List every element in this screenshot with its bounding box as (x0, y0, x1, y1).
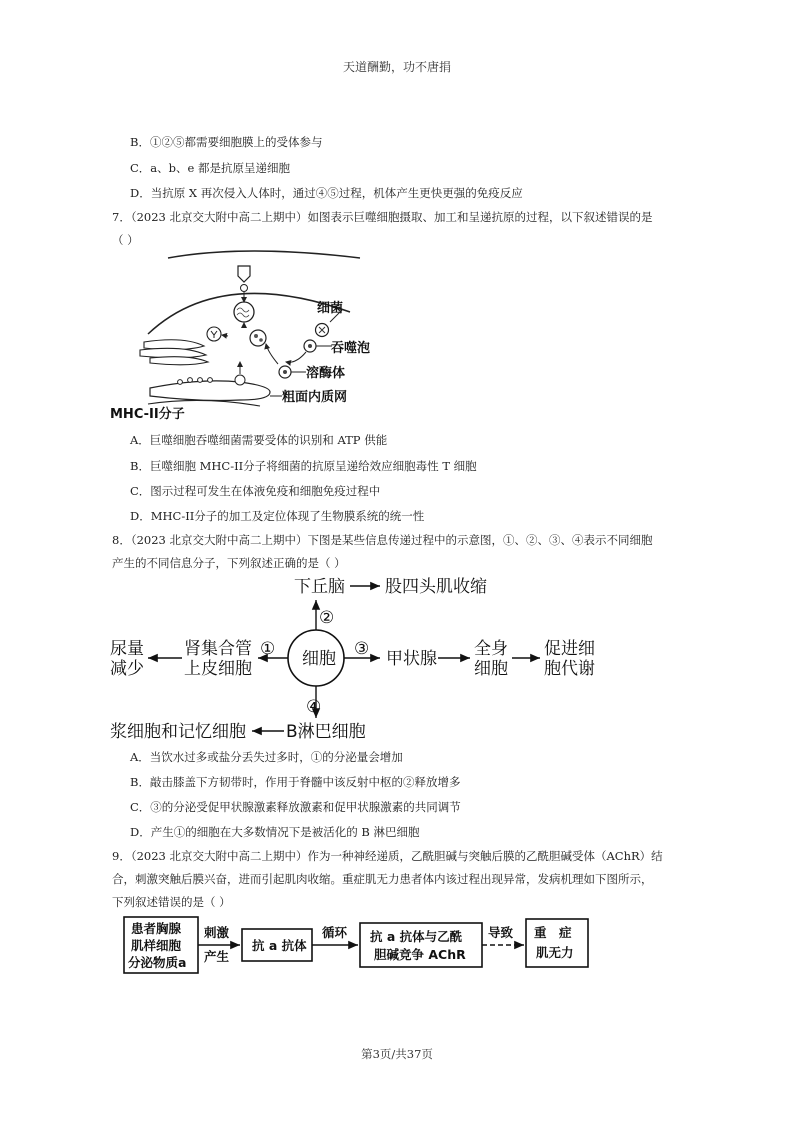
label-thyroid: 甲状腺 (386, 649, 437, 669)
label-plasma-memory: 浆细胞和记忆细胞 (110, 722, 246, 742)
box2: 抗 a 抗体 (252, 938, 307, 953)
q9-flow-diagram (118, 913, 618, 977)
q9-stem-line3: 下列叙述错误的是（ ） (112, 895, 231, 909)
label-n4: ④ (306, 697, 322, 717)
box1-l2: 肌样细胞 (131, 938, 182, 953)
page-footer: 第3页/共37页 (361, 1047, 433, 1061)
label-n3: ③ (354, 639, 370, 659)
label-promote-l1: 促进细 (544, 639, 595, 659)
q9-stem-line1: 9．（2023 北京交大附中高二上期中）作为一种神经递质，乙酰胆碱与突触后膜的乙酰胆碱受体（AChR）结 (112, 849, 663, 863)
q8-option-c: C．③的分泌受促甲状腺激素释放激素和促甲状腺激素的共同调节 (130, 800, 461, 814)
q7-option-a: A．巨噬细胞吞噬细菌需要受体的识别和 ATP 供能 (130, 433, 388, 447)
box1-l3: 分泌物质a (128, 955, 187, 970)
arrow2: 循环 (322, 925, 348, 940)
label-hypothalamus: 下丘脑 (294, 577, 345, 597)
label-n2: ② (319, 608, 335, 628)
label-urine-l2: 减少 (110, 659, 144, 679)
fusion-vesicle (250, 330, 266, 346)
label-promote-l2: 胞代谢 (544, 659, 595, 679)
presented-antigen (241, 285, 248, 292)
label-quadriceps: 股四头肌收缩 (385, 577, 487, 597)
arrow1-l1: 刺激 (204, 925, 230, 940)
prev-option-d: D．当抗原 X 再次侵入人体时，通过④⑤过程，机体产生更快更强的免疫反应 (130, 186, 523, 200)
label-b-cell: B淋巴细胞 (286, 722, 366, 742)
label-cell: 细胞 (302, 649, 336, 669)
q8-stem-line2: 产生的不同信息分子，下列叙述正确的是（ ） (112, 556, 346, 570)
rough-er (150, 381, 270, 401)
box3-l2: 胆碱竞争 AChR (374, 947, 466, 962)
q7-macrophage-figure (110, 246, 390, 424)
box4-l1: 重 症 (534, 925, 572, 940)
q7-option-b: B．巨噬细胞 MHC-II分子将细菌的抗原呈递给效应细胞毒性 T 细胞 (130, 459, 477, 473)
label-phagosome: 吞噬泡 (331, 341, 371, 356)
vesicle (234, 302, 254, 322)
label-lysosome: 溶酶体 (306, 366, 346, 381)
membrane-receptor (238, 266, 250, 282)
page-header: 天道酬勤，功不唐捐 (342, 60, 451, 74)
arrow1-l2: 产生 (204, 949, 230, 964)
label-body-l2: 细胞 (474, 659, 508, 679)
golgi-3 (150, 357, 208, 365)
q8-signal-diagram (108, 572, 608, 742)
label-bacteria: 细菌 (317, 301, 344, 316)
q7-stem: 7．（2023 北京交大附中高二上期中）如图表示巨噬细胞摄取、加工和呈递抗原的过程，以下叙述错误的是 (112, 210, 653, 224)
prev-option-c: C．a、b、e 都是抗原呈递细胞 (130, 161, 290, 175)
label-kidney-l2: 上皮细胞 (184, 659, 252, 679)
q8-option-d: D．产生①的细胞在大多数情况下是被活化的 B 淋巴细胞 (130, 825, 420, 839)
box3-l1: 抗 a 抗体与乙酰 (370, 929, 463, 944)
q9-stem-line2: 合，刺激突触后膜兴奋，进而引起肌肉收缩。重症肌无力患者体内该过程出现异常，发病机理如下图所示， (112, 872, 653, 886)
prev-option-b: B．①②⑤都需要细胞膜上的受体参与 (130, 135, 323, 149)
q7-option-d: D．MHC-II分子的加工及定位体现了生物膜系统的统一性 (130, 509, 425, 523)
label-mhc-ii: MHC-II分子 (110, 407, 185, 422)
box1-l1: 患者胸腺 (131, 921, 182, 936)
label-body-l1: 全身 (474, 639, 508, 659)
q7-option-c: C．图示过程可发生在体液免疫和细胞免疫过程中 (130, 484, 381, 498)
q8-option-a: A．当饮水过多或盐分丢失过多时，①的分泌量会增加 (130, 750, 403, 764)
mhc-vesicle (207, 327, 221, 341)
q8-option-b: B．敲击膝盖下方韧带时，作用于脊髓中该反射中枢的②释放增多 (130, 775, 461, 789)
label-n1: ① (260, 639, 276, 659)
q8-stem-line1: 8．（2023 北京交大附中高二上期中）下图是某些信息传递过程中的示意图，①、②、③、④表示不同细胞 (112, 533, 653, 547)
label-rough-er: 粗面内质网 (282, 390, 348, 405)
label-kidney-l1: 肾集合管 (184, 639, 252, 659)
label-urine-l1: 尿量 (110, 639, 144, 659)
arrow3: 导致 (488, 925, 514, 940)
box4-l2: 肌无力 (536, 945, 574, 960)
cell-membrane-outer (168, 251, 360, 258)
q7-paren: （ ） (112, 233, 139, 247)
